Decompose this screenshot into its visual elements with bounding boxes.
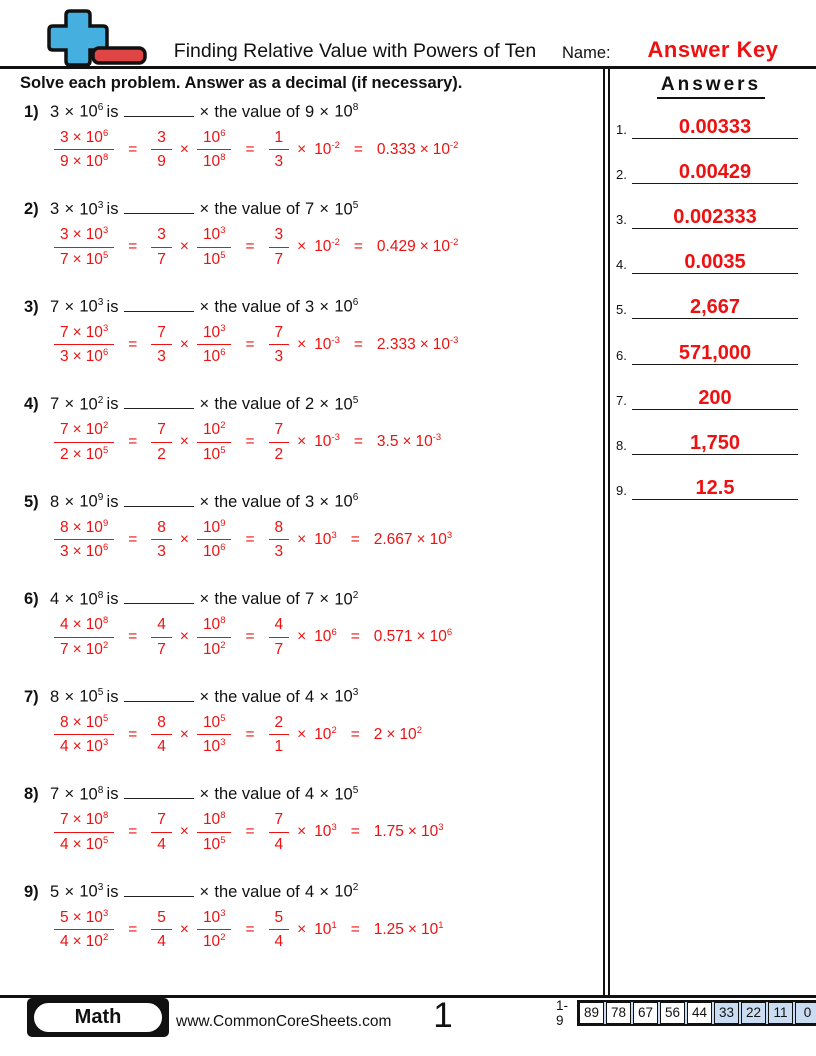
answer-row xyxy=(616,427,798,454)
times-sign: × xyxy=(179,628,189,646)
answer-blank xyxy=(124,393,194,410)
equals-sign: = xyxy=(350,530,360,548)
equals-sign: = xyxy=(128,238,138,256)
problem-range-label: 1-9 xyxy=(556,998,569,1028)
answer-value: 200 xyxy=(698,386,732,409)
times-sign: × xyxy=(297,823,307,841)
fraction-powers: $\frac{10^8}{10^5}$ xyxy=(197,810,232,854)
answer-blank xyxy=(124,880,194,897)
equals-sign: = xyxy=(245,920,255,938)
answer-value: 2,667 xyxy=(689,296,741,319)
times-sign: × xyxy=(297,530,307,548)
problem-question: 5) $8 \times 10^9$ is × the value of $3 \times 10^6$ xyxy=(24,490,602,512)
equals-sign: = xyxy=(128,823,138,841)
power-of-ten: $10^{-2}$ xyxy=(314,236,340,256)
equals-sign: = xyxy=(350,920,360,938)
fraction-powers: $\frac{10^2}{10^5}$ xyxy=(197,420,232,464)
answer-blank xyxy=(124,783,194,800)
fraction-powers: $\frac{10^5}{10^3}$ xyxy=(197,713,232,757)
problem-number: 1) xyxy=(24,102,39,121)
fraction-coefficients: $\frac{8}{4}$ xyxy=(151,713,172,757)
equals-sign: = xyxy=(128,920,138,938)
answer-blank xyxy=(124,198,194,215)
equals-sign: = xyxy=(128,335,138,353)
fraction-original: $\frac{4 \times 10^8}{7 \times 10^2}$ xyxy=(54,615,114,659)
fraction-coefficients: $\frac{4}{7}$ xyxy=(151,615,172,659)
times-sign: × xyxy=(297,433,307,451)
equals-sign: = xyxy=(128,628,138,646)
times-sign: × xyxy=(179,530,189,548)
answer-number: 1. xyxy=(616,122,627,137)
equals-sign: = xyxy=(245,140,255,158)
problem-number: 8) xyxy=(24,785,39,804)
equals-sign: = xyxy=(353,140,363,158)
answer-line xyxy=(632,201,798,229)
fraction-coefficients: $\frac{3}{9}$ xyxy=(151,128,172,172)
score-cell: 89 xyxy=(579,1002,604,1024)
problem-number: 3) xyxy=(24,297,39,316)
problem-question: 6) $4 \times 10^8$ is × the value of $7 \times 10^2$ xyxy=(24,588,602,610)
answer-number: 9. xyxy=(616,482,627,498)
fraction-powers: $\frac{10^8}{10^2}$ xyxy=(197,615,232,659)
fraction-coefficients: $\frac{7}{2}$ xyxy=(151,420,172,464)
plus-minus-logo xyxy=(36,8,156,66)
instructions: Solve each problem. Answer as a decimal (if necessary). xyxy=(20,74,463,92)
problem-work xyxy=(54,518,602,562)
fraction-original: $\frac{7 \times 10^2}{2 \times 10^5}$ xyxy=(54,420,114,464)
power-of-ten: $10^{-3}$ xyxy=(314,334,340,353)
result: $1.75 \times 10^3$ xyxy=(373,821,444,841)
answer-blank xyxy=(124,100,194,117)
power-of-ten: $10^6$ xyxy=(314,626,337,646)
answer-value: 0.00333 xyxy=(678,116,752,138)
result: $0.571 \times 10^6$ xyxy=(373,626,453,646)
score-cell: 22 xyxy=(741,1002,766,1024)
equals-sign: = xyxy=(353,433,363,451)
subject-badge xyxy=(27,998,169,1037)
times-sign: × xyxy=(297,238,307,256)
score-strip xyxy=(556,998,816,1028)
fraction-original: $\frac{8 \times 10^5}{4 \times 10^3}$ xyxy=(54,713,114,757)
problem-question: 7) $8 \times 10^5$ is × the value of $4 \times 10^3$ xyxy=(24,685,602,707)
answer-row xyxy=(616,111,798,138)
problem-block xyxy=(24,100,602,171)
answer-value: 571,000 xyxy=(678,341,752,364)
answer-blank xyxy=(124,588,194,605)
answer-row xyxy=(616,472,798,499)
equals-sign: = xyxy=(128,433,138,451)
fraction-simplified: $\frac{8}{3}$ xyxy=(269,518,290,562)
answer-row xyxy=(616,246,798,273)
answer-value: 12.5 xyxy=(695,476,735,499)
problem-block xyxy=(24,295,602,366)
problem-work xyxy=(54,225,602,269)
fraction-simplified: $\frac{1}{3}$ xyxy=(269,128,290,172)
website-url: www.CommonCoreSheets.com xyxy=(176,1013,392,1030)
answer-line xyxy=(632,337,798,365)
answer-line xyxy=(632,472,798,500)
equals-sign: = xyxy=(245,530,255,548)
problem-number: 4) xyxy=(24,395,39,414)
fraction-powers: $\frac{10^3}{10^2}$ xyxy=(197,908,232,952)
fraction-simplified: $\frac{7}{4}$ xyxy=(269,810,290,854)
equals-sign: = xyxy=(245,628,255,646)
fraction-coefficients: $\frac{7}{3}$ xyxy=(151,323,172,367)
answer-value: 0.002333 xyxy=(673,206,757,229)
equals-sign: = xyxy=(350,725,360,743)
fraction-powers: $\frac{10^3}{10^6}$ xyxy=(197,323,232,367)
answer-number: 7. xyxy=(616,392,627,408)
equals-sign: = xyxy=(128,725,138,743)
problem-block xyxy=(24,880,602,951)
fraction-powers: $\frac{10^6}{10^8}$ xyxy=(197,128,232,172)
times-sign: × xyxy=(179,433,189,451)
power-of-ten: $10^1$ xyxy=(314,919,337,938)
problem-question: 9) $5 \times 10^3$ is × the value of $4 \times 10^2$ xyxy=(24,880,602,902)
answer-number: 5. xyxy=(616,302,627,318)
problem-work xyxy=(54,810,602,854)
times-sign: × xyxy=(179,823,189,841)
times-sign: × xyxy=(179,920,189,938)
power-of-ten: $10^{-2}$ xyxy=(314,139,340,158)
score-cell: 33 xyxy=(714,1002,739,1024)
answer-number: 8. xyxy=(616,437,627,453)
name-label: Name: xyxy=(562,44,611,62)
problem-work xyxy=(54,615,602,659)
times-sign: × xyxy=(297,140,307,158)
problem-number: 7) xyxy=(24,687,39,706)
problem-block xyxy=(24,198,602,269)
fraction-coefficients: $\frac{7}{4}$ xyxy=(151,810,172,854)
power-of-ten: $10^3$ xyxy=(314,529,337,548)
problem-number: 9) xyxy=(24,882,39,901)
problem-work xyxy=(54,713,602,757)
answer-row xyxy=(616,156,798,183)
result: $0.429 \times 10^{-2}$ xyxy=(376,236,459,256)
header-divider xyxy=(0,66,816,69)
answer-blank xyxy=(124,685,194,702)
equals-sign: = xyxy=(128,530,138,548)
answer-row xyxy=(616,291,798,318)
equals-sign: = xyxy=(245,725,255,743)
fraction-simplified: $\frac{2}{1}$ xyxy=(269,713,290,757)
power-of-ten: $10^2$ xyxy=(314,724,337,743)
answer-number: 4. xyxy=(616,257,627,273)
equals-sign: = xyxy=(350,823,360,841)
equals-sign: = xyxy=(245,238,255,256)
equals-sign: = xyxy=(128,140,138,158)
problem-work xyxy=(54,420,602,464)
result: $2.667 \times 10^3$ xyxy=(373,529,453,548)
fraction-simplified: $\frac{7}{2}$ xyxy=(269,420,290,464)
problem-block xyxy=(24,783,602,854)
fraction-coefficients: $\frac{3}{7}$ xyxy=(151,225,172,269)
answer-line xyxy=(632,111,798,139)
times-sign: × xyxy=(297,335,307,353)
fraction-original: $\frac{7 \times 10^8}{4 \times 10^5}$ xyxy=(54,810,114,854)
subject-label: Math xyxy=(32,1001,164,1034)
result: $3.5 \times 10^{-3}$ xyxy=(376,431,442,451)
times-sign: × xyxy=(297,725,307,743)
fraction-original: $\frac{3 \times 10^3}{7 \times 10^5}$ xyxy=(54,225,114,269)
answer-line xyxy=(632,246,798,274)
answer-row xyxy=(616,201,798,228)
answer-line xyxy=(632,291,798,319)
problem-question: 2) $3 \times 10^3$ is × the value of $7 \times 10^5$ xyxy=(24,198,602,220)
page-title: Finding Relative Value with Powers of Ten xyxy=(173,40,537,62)
power-of-ten: $10^3$ xyxy=(314,821,337,841)
fraction-original: $\frac{3 \times 10^6}{9 \times 10^8}$ xyxy=(54,128,114,172)
equals-sign: = xyxy=(353,238,363,256)
answer-number: 3. xyxy=(616,212,627,228)
equals-sign: = xyxy=(245,823,255,841)
result: $2 \times 10^2$ xyxy=(373,724,422,743)
answer-value: 0.0035 xyxy=(684,251,746,274)
score-table xyxy=(577,1000,816,1026)
score-cell: 78 xyxy=(606,1002,631,1024)
minus-icon xyxy=(93,48,145,63)
answer-blank xyxy=(124,295,194,312)
score-cell: 44 xyxy=(687,1002,712,1024)
problem-number: 6) xyxy=(24,590,39,609)
equals-sign: = xyxy=(245,335,255,353)
answer-key-label: Answer Key xyxy=(647,37,779,62)
fraction-coefficients: $\frac{8}{3}$ xyxy=(151,518,172,562)
answer-blank xyxy=(124,490,194,507)
score-cell: 67 xyxy=(633,1002,658,1024)
problem-question: 3) $7 \times 10^3$ is × the value of $3 \times 10^6$ xyxy=(24,295,602,317)
score-cell: 11 xyxy=(768,1002,793,1024)
answer-line xyxy=(632,427,798,455)
fraction-simplified: $\frac{4}{7}$ xyxy=(269,615,290,659)
equals-sign: = xyxy=(350,628,360,646)
answers-heading: Answers xyxy=(612,74,810,99)
times-sign: × xyxy=(179,335,189,353)
answer-number: 2. xyxy=(616,167,627,183)
result: $0.333 \times 10^{-2}$ xyxy=(376,139,459,158)
problem-block xyxy=(24,393,602,464)
fraction-simplified: $\frac{5}{4}$ xyxy=(269,908,290,952)
problem-number: 2) xyxy=(24,200,39,219)
times-sign: × xyxy=(179,140,189,158)
result: $1.25 \times 10^1$ xyxy=(373,919,444,938)
problem-number: 5) xyxy=(24,492,39,511)
problem-block xyxy=(24,685,602,756)
problem-work xyxy=(54,908,602,952)
fraction-simplified: $\frac{7}{3}$ xyxy=(269,323,290,367)
power-of-ten: $10^{-3}$ xyxy=(314,431,340,451)
fraction-coefficients: $\frac{5}{4}$ xyxy=(151,908,172,952)
fraction-powers: $\frac{10^3}{10^5}$ xyxy=(197,225,232,269)
answer-value: 1,750 xyxy=(689,431,741,454)
times-sign: × xyxy=(297,920,307,938)
problem-question: 4) $7 \times 10^2$ is × the value of $2 \times 10^5$ xyxy=(24,393,602,415)
problem-question: 1) $3 \times 10^6$ is × the value of $9 \times 10^8$ xyxy=(24,100,602,122)
problem-work xyxy=(54,128,602,172)
score-cell: 0 xyxy=(795,1002,816,1024)
column-divider xyxy=(603,69,610,995)
fraction-powers: $\frac{10^9}{10^6}$ xyxy=(197,518,232,562)
fraction-original: $\frac{5 \times 10^3}{4 \times 10^2}$ xyxy=(54,908,114,952)
answer-line xyxy=(632,156,798,184)
problem-block xyxy=(24,490,602,561)
answer-row xyxy=(616,337,798,364)
equals-sign: = xyxy=(353,335,363,353)
problem-question: 8) $7 \times 10^8$ is × the value of $4 \times 10^5$ xyxy=(24,783,602,805)
answer-number: 6. xyxy=(616,347,627,363)
problem-block xyxy=(24,588,602,659)
answer-line xyxy=(632,382,798,410)
fraction-original: $\frac{8 \times 10^9}{3 \times 10^6}$ xyxy=(54,518,114,562)
score-cell: 56 xyxy=(660,1002,685,1024)
fraction-simplified: $\frac{3}{7}$ xyxy=(269,225,290,269)
page-number: 1 xyxy=(433,996,453,1035)
result: $2.333 \times 10^{-3}$ xyxy=(376,334,459,353)
times-sign: × xyxy=(179,725,189,743)
answer-value: 0.00429 xyxy=(678,161,752,184)
fraction-original: $\frac{7 \times 10^3}{3 \times 10^6}$ xyxy=(54,323,114,367)
times-sign: × xyxy=(297,628,307,646)
equals-sign: = xyxy=(245,433,255,451)
times-sign: × xyxy=(179,238,189,256)
problem-work xyxy=(54,323,602,367)
answer-row xyxy=(616,382,798,409)
